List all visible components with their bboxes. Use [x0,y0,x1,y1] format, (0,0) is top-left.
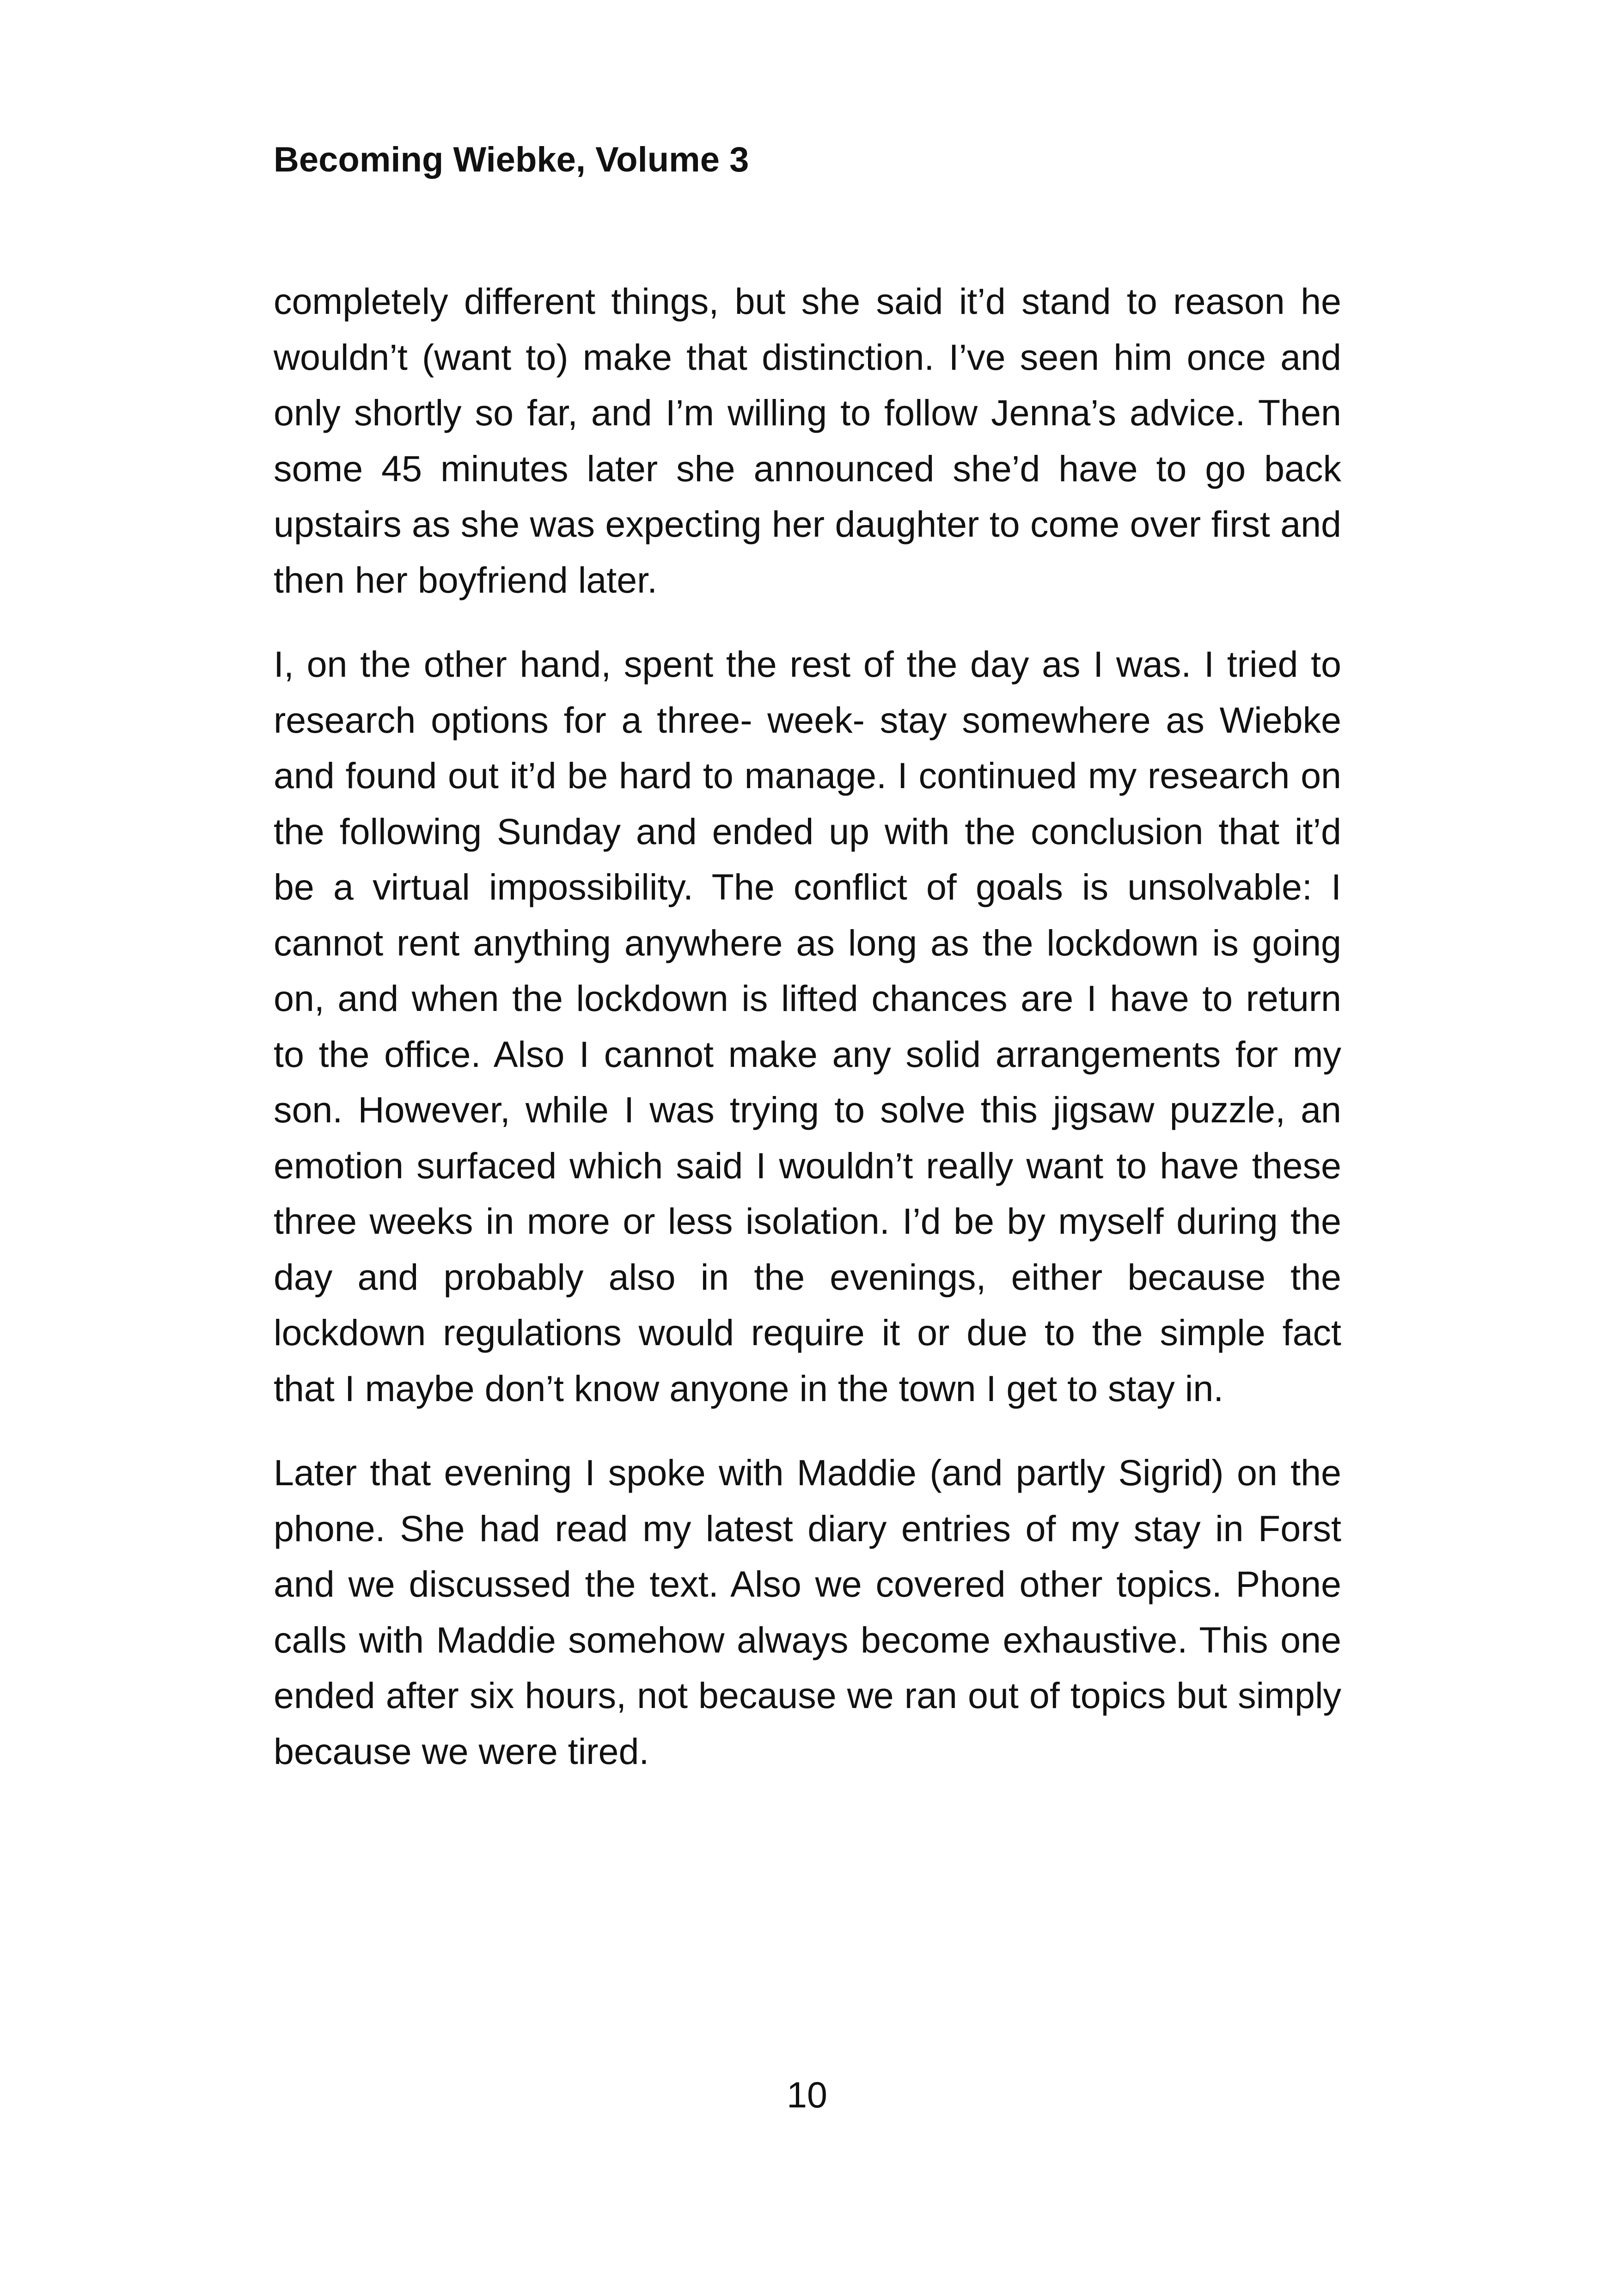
paragraph-2: I, on the other hand, spent the rest of the day as I was. I tried to research options for a three- week- stay somewhere as Wiebke and found out it’d be hard to manage. I continued my research on the following Sunday and ended up with the conclusion that it’d be a virtual impossibility. The conflict of goals is unsolvable: I cannot rent anything anywhere as long as the lockdown is going on, and when the lockdown is lifted chances are I have to return to the office. Also I cannot make any solid arrangements for my son. However, while I was trying to solve this jigsaw puzzle, an emotion surfaced which said I wouldn’t really want to have these three weeks in more or less isolation. I’d be by myself during the day and probably also in the evenings, either because the lockdown regulations would require it or due to the simple fact that I maybe don’t know anyone in the town I get to stay in. [274,643,1341,1409]
body-text [274,274,1341,1808]
running-header-title: Becoming Wiebke, Volume 3 [274,140,749,179]
paragraph-3: Later that evening I spoke with Maddie (and partly Sigrid) on the phone. She had read my latest diary entries of my stay in Forst and we discussed the text. Also we covered other topics. Phone calls with Maddie somehow always become exhaustive. This one ended after six hours, not because we ran out of topics but simply because we were tired. [274,1452,1341,1772]
paragraph-1: completely different things, but she said it’d stand to reason he wouldn’t (want to) make that distinction. I’ve seen him once and only shortly so far, and I’m willing to follow Jenna’s advice. Then some 45 minutes later she announced she’d have to go back upstairs as she was expecting her daughter to come over first and then her boyfriend later. [274,281,1341,600]
page-number: 10 [787,2074,827,2115]
